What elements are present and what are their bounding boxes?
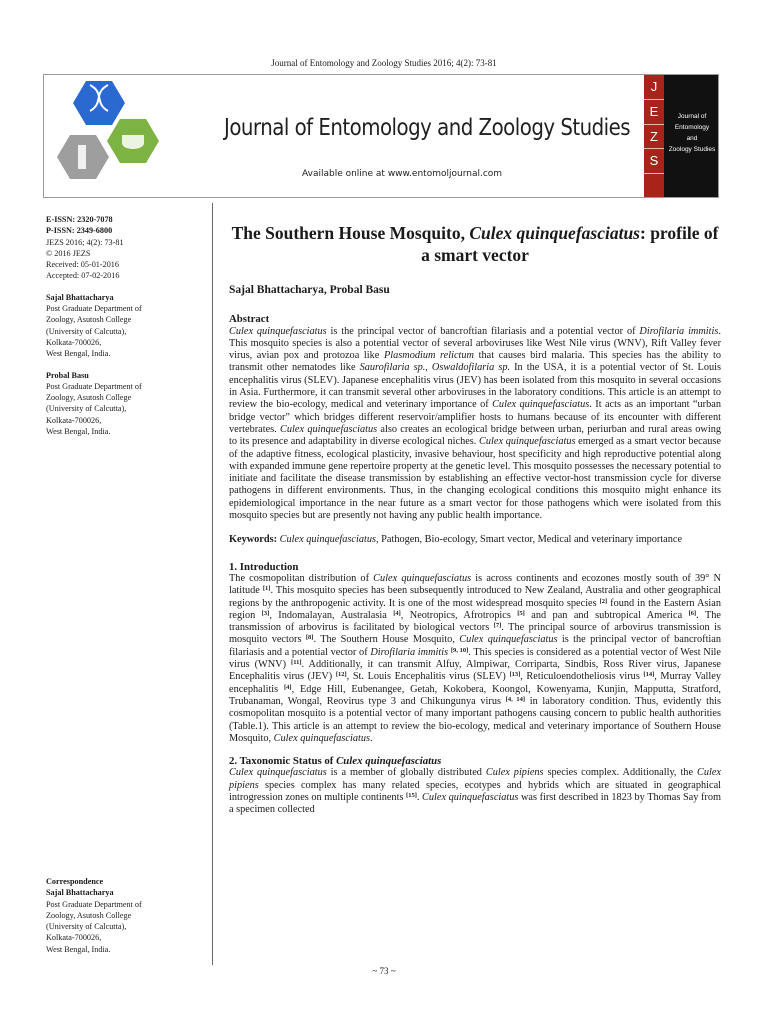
citation-ref: [2] <box>599 597 608 605</box>
received-date: Received: 05-01-2016 <box>46 260 119 270</box>
text-run: , Neotropics, Afrotropics <box>400 609 518 621</box>
species-name: Dirofilaria immitis <box>370 646 449 658</box>
species-name: Culex quinquefasciatus <box>273 732 371 744</box>
citation-ref: [7] <box>493 622 502 630</box>
keywords-label: Keywords: <box>229 534 278 546</box>
author-affil: (University of Calcutta), <box>46 326 127 336</box>
citation-ref: [5] <box>517 609 525 617</box>
text-run: , Murray Valley encephalitis <box>229 671 721 695</box>
species-name: Culex quinquefasciatus <box>279 534 377 546</box>
author-affil: Zoology, Asutosh College <box>46 315 132 325</box>
pissn: P-ISSN: 2349-6800 <box>46 226 113 236</box>
article-title <box>229 222 721 266</box>
citation-ref: [15] <box>406 791 417 799</box>
correspondence-label: Correspondence <box>46 877 104 886</box>
correspondence-affil: Zoology, Asutosh College <box>46 910 132 920</box>
logo-hex-blue <box>73 81 125 125</box>
strip-letter: E <box>644 100 664 125</box>
text-run: species complex. Additionally, the <box>543 767 697 779</box>
species-name: Culex quinquefasciatus <box>422 791 519 803</box>
side-line: Entomology <box>674 124 710 131</box>
citation: JEZS 2016; 4(2): 73-81 <box>46 237 124 247</box>
flask-icon <box>122 135 144 149</box>
author-affil: Kolkata-700026, <box>46 415 102 425</box>
citation-ref: [6] <box>688 609 697 617</box>
journal-banner <box>43 74 719 198</box>
citation-ref: [3] <box>261 609 270 617</box>
strip-letter <box>644 174 664 198</box>
column-divider <box>212 203 213 965</box>
keywords <box>229 534 721 546</box>
text-run: is a member of globally distributed <box>326 767 486 779</box>
correspondence-name: Sajal Bhattacharya <box>46 888 114 898</box>
running-header: Journal of Entomology and Zoology Studies 2016; 4(2): 73-81 <box>271 58 497 68</box>
correspondence-block <box>46 876 206 955</box>
author-affil: (University of Calcutta), <box>46 404 127 414</box>
banner-title: Journal of Entomology and Zoology Studies <box>224 115 631 141</box>
page-number: ~ 73 ~ <box>372 966 396 976</box>
text-run: . The transmission of arbovirus is facilitated by biological vectors <box>229 609 721 634</box>
jezs-letter-strip <box>644 75 664 198</box>
author-affil: Post Graduate Department of <box>46 304 142 314</box>
article-body <box>229 222 721 827</box>
citation-ref: [8] <box>305 634 314 642</box>
abstract-run: that causes bird malaria. This species has the ability to transmit other nematodes like <box>229 350 721 374</box>
author-name: Probal Basu <box>46 370 89 380</box>
author-name: Sajal Bhattacharya <box>46 292 114 302</box>
text-run: , St. Louis Encephalitis virus (SLEV) <box>346 671 510 683</box>
text-run: species complex has many related species, ecotypes and hybrids which are situated in geographical introgression zones on multiple continents <box>229 779 721 803</box>
species-name: Culex pipiens <box>229 767 721 791</box>
introduction-text <box>229 573 721 745</box>
text-run: . Additionally, it can transmit Alfuy, Almpiwar, Corriparta, Sindbis, Ross River virus, Japanese Encephalitis virus (JEV) <box>229 659 721 683</box>
correspondence-affil: (University of Calcutta), <box>46 922 127 932</box>
abstract-run: also creates an ecological bridge between urban, periurban and rural areas owing to its presence and adaptability in diverse ecological niches. <box>229 423 721 448</box>
citation-ref: [11] <box>291 659 302 667</box>
text-run: . <box>370 732 373 744</box>
author-affil: Post Graduate Department of <box>46 381 142 391</box>
citation-ref: [4, 14] <box>505 695 526 703</box>
title-species: Culex quinquefasciatus <box>469 223 640 243</box>
abstract-run: is the principal vector of bancroftian filariasis and a potential vector of <box>326 325 640 337</box>
keywords-run: , Pathogen, Bio-ecology, Smart vector, Medical and veterinary importance <box>376 534 683 546</box>
text-run: . This species is considered as a potential vector of West Nile virus (WNV) <box>229 646 721 671</box>
text-run: The cosmopolitan distribution of <box>229 572 374 584</box>
species-name: Dirofilaria immitis <box>639 325 719 337</box>
abstract-run: . It acts as an important “urban bridge vector” which bridges different reservoir/amplifier hosts to humans because of its encounter with different vertebrates. <box>229 399 721 435</box>
text-run: . The principal source of arbovirus transmission is mosquito vectors <box>229 622 722 646</box>
text-run: found in the Eastern Asian region <box>229 597 721 621</box>
species-name: Culex quinquefasciatus <box>373 572 472 584</box>
copyright: © 2016 JEZS <box>46 248 91 258</box>
article-authors: Sajal Bhattacharya, Probal Basu <box>229 284 390 296</box>
abstract-text <box>229 326 721 523</box>
author-affil: West Bengal, India. <box>46 427 111 437</box>
species-name: Culex pipiens <box>485 767 544 779</box>
correspondence-affil: West Bengal, India. <box>46 944 111 954</box>
title-part: : profile of a smart vector <box>421 223 719 265</box>
correspondence-affil: Kolkata-700026, <box>46 933 102 943</box>
species-name: Culex quinquefasciatus <box>280 423 378 435</box>
tube-icon <box>78 145 86 169</box>
citation-ref: [12] <box>335 671 347 679</box>
species-name: Saurofilaria sp., Oswaldofilaria sp. <box>359 362 511 374</box>
taxonomy-heading <box>229 755 721 767</box>
author-affil: Zoology, Asutosh College <box>46 393 132 403</box>
introduction-heading: 1. Introduction <box>229 560 299 573</box>
citation-ref: [4] <box>393 609 401 617</box>
author-affil: Kolkata-700026, <box>46 337 102 347</box>
citation-ref: [9, 10] <box>450 646 469 654</box>
correspondence-affil: Post Graduate Department of <box>46 899 142 909</box>
abstract-run: emerged as a smart vector because of the adaptive fitness, ecological plasticity, invasive behaviour, host specificity and high reproductive potential along with expanded immune gene repertoire property at the genetic level. This mosquito possesses the necessary potential to initiate and facilitate the disease transmission by establishing an effective vector-host transmission cycle for diverse pathogens in different environments. Thus, in the changing ecological conditions this mosquito might enhance its epidemiological importance in the near future as a smart vector for those pathogens which were isolated from this mosquito species but are presently not having any public health importance. <box>229 436 722 522</box>
abstract-run: In the USA, it is a potential vector of St. Louis encephalitis virus (SLEV). Japanese encephalitis virus (JEV) has been isolated from this mosquito in several occasions in Asia. Furthermore, it can transmit several other arboviruses in the laboratory conditions. This article is an attempt to review the bio-ecology, medical and veterinary importance of <box>229 362 721 411</box>
text-run: is the principal vector of bancroftian filariasis and a potential vector of <box>229 634 722 658</box>
species-name: Culex quinquefasciatus <box>336 755 442 768</box>
banner-subtitle: Available online at www.entomoljournal.com <box>302 169 503 179</box>
heading-run: 2. Taxonomic Status of <box>229 755 337 768</box>
citation-ref: [14] <box>643 671 655 679</box>
species-name: Culex quinquefasciatus <box>459 634 558 646</box>
taxonomy-text <box>229 767 721 816</box>
strip-letter: Z <box>644 125 664 150</box>
side-line: Zoology Studies <box>668 146 716 153</box>
accepted-date: Accepted: 07-02-2016 <box>46 271 120 281</box>
species-name: Culex quinquefasciatus <box>229 767 327 779</box>
journal-logo <box>50 79 168 193</box>
text-run: , Edge Hill, Eubenangee, Getah, Kokobera, Koongol, Kowenyama, Kunjin, Mapputta, Stratford, Trubanaman, Wongal, Reovirus type 3 and Chikungunya virus <box>229 683 721 707</box>
abstract-run: . This mosquito species is also a potential vector of several arboviruses like West Nile virus (WNV), Rift Valley fever virus, avian pox and protozoa like <box>229 325 721 362</box>
citation-ref: [1] <box>262 585 271 593</box>
species-name: Culex quinquefasciatus <box>479 436 576 448</box>
text-run: in laboratory condition. Thus, evidently this cosmopolitan mosquito is a potential vector of many important pathogens causing concern to public health authorities (Table.1). This article is an attempt to review the bio-ecology, medical and veterinary importance of Southern House Mosquito, <box>229 695 721 744</box>
species-name: Culex quinquefasciatus <box>229 325 327 337</box>
eissn: E-ISSN: 2320-7078 <box>46 215 113 224</box>
text-run: and pan and subtropical America <box>524 609 689 621</box>
text-run: was first described in 1823 by Thomas Say from a specimen collected <box>229 791 721 816</box>
side-line: and <box>686 135 698 142</box>
species-name: Plasmodium relictum <box>383 350 474 362</box>
sidebar-info <box>46 214 206 437</box>
journal-side-label <box>664 75 719 198</box>
text-run: , Indomalayan, Australasia <box>269 609 394 621</box>
side-line: Journal of <box>677 113 707 120</box>
title-part: The Southern House Mosquito, <box>231 223 470 243</box>
species-name: Culex quinquefasciatus <box>492 399 590 411</box>
strip-letter: J <box>644 75 664 100</box>
text-run: is across continents and ecozones mostly south of 39° N latitude <box>229 572 721 597</box>
text-run: . <box>416 791 423 803</box>
abstract-heading: Abstract <box>229 313 270 326</box>
citation-ref: [4] <box>284 683 292 691</box>
text-run: . This mosquito species has been subsequently introduced to New Zealand, Australia and other geographical regions by the anthropogenic activity. It is one of the most widespread mosquito species <box>229 585 721 609</box>
text-run: . The Southern House Mosquito, <box>313 634 460 646</box>
author-affil: West Bengal, India. <box>46 349 111 359</box>
strip-letter: S <box>644 149 664 174</box>
text-run: , Reticuloendotheliosis virus <box>520 671 644 683</box>
citation-ref: [13] <box>509 671 521 679</box>
